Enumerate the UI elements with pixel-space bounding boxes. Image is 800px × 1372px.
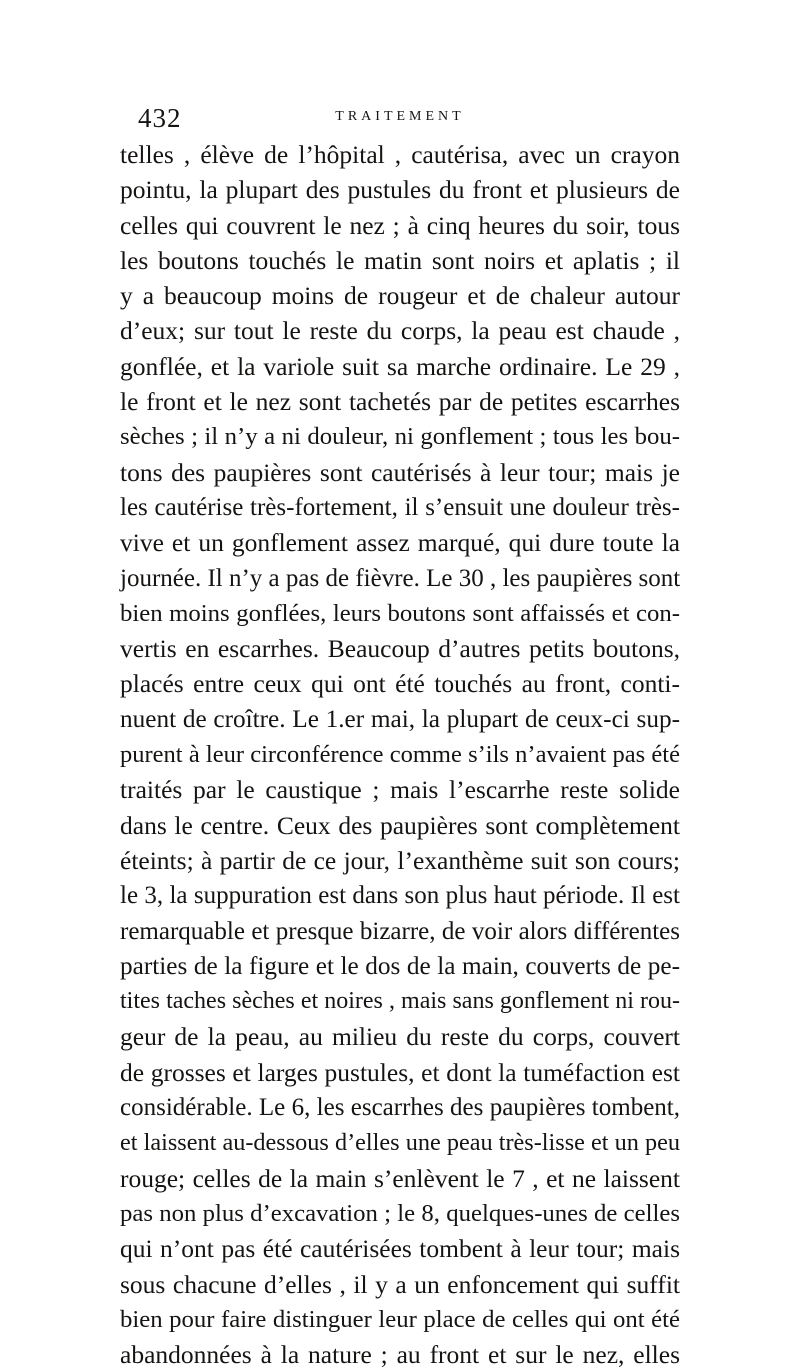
text-line: remarquable et presque bizarre, de voir alors différentes bbox=[120, 917, 680, 945]
text-line: rouge; celles de la main s’enlèvent le 7 , et ne laissent bbox=[120, 1163, 680, 1193]
text-line: journée. Il n’y a pas de fièvre. Le 30 , les paupières sont bbox=[120, 564, 681, 592]
text-line: pas non plus d’excavation ; le 8, quelques-unes de celles bbox=[120, 1199, 680, 1227]
text-line: placés entre ceux qui ont été touchés au front, conti- bbox=[120, 669, 680, 699]
text-line: gonflée, et la variole suit sa marche ordinaire. Le 29 , bbox=[120, 351, 680, 381]
text-line: y a beaucoup moins de rougeur et de chaleur autour bbox=[120, 281, 680, 311]
text-line: le front et le nez sont tachetés par de petites escarrhes bbox=[120, 387, 680, 417]
text-line: vertis en escarrhes. Beaucoup d’autres petits boutons, bbox=[120, 634, 680, 664]
page-header bbox=[120, 98, 680, 138]
text-line: sous chacune d’elles , il y a un enfoncement qui suffit bbox=[120, 1269, 680, 1299]
text-line: tites taches sèches et noires , mais sans gonflement ni rou- bbox=[120, 988, 680, 1015]
text-line: pointu, la plupart des pustules du front et plusieurs de bbox=[120, 175, 680, 205]
text-line: bien moins gonflées, leurs boutons sont affaissés et con- bbox=[120, 599, 680, 627]
text-line: les cautérise très-fortement, il s’ensuit une douleur très- bbox=[120, 493, 680, 521]
text-line: qui n’ont pas été cautérisées tombent à leur tour; mais bbox=[120, 1234, 680, 1264]
running-title: TRAITEMENT bbox=[335, 109, 465, 124]
text-line: les boutons touchés le matin sont noirs et aplatis ; il bbox=[120, 245, 680, 275]
text-line: d’eux; sur tout le reste du corps, la peau est chaude , bbox=[120, 316, 680, 346]
text-line: celles qui couvrent le nez ; à cinq heures du soir, tous bbox=[120, 210, 680, 240]
text-line: bien pour faire distinguer leur place de celles qui ont été bbox=[120, 1305, 680, 1333]
text-line: geur de la peau, au milieu du reste du corps, couvert bbox=[120, 1022, 680, 1052]
text-line: traités par le caustique ; mais l’escarrhe reste solide bbox=[120, 775, 680, 805]
text-line: tons des paupières sont cautérisés à leur tour; mais je bbox=[120, 457, 680, 487]
body-text bbox=[120, 137, 680, 1372]
text-line: vive et un gonflement assez marqué, qui dure toute la bbox=[120, 528, 680, 558]
text-line: considérable. Le 6, les escarrhes des paupières tombent, bbox=[120, 1094, 680, 1122]
text-line: parties de la figure et le dos de la main, couverts de pe- bbox=[120, 951, 680, 980]
text-line: dans le centre. Ceux des paupières sont complètement bbox=[120, 810, 680, 840]
text-line: nuent de croître. Le 1.er mai, la plupart de ceux-ci sup- bbox=[120, 704, 680, 733]
text-line: le 3, la suppuration est dans son plus haut période. Il est bbox=[120, 882, 680, 910]
page-number: 432 bbox=[138, 103, 182, 133]
text-line: sèches ; il n’y a ni douleur, ni gonflement ; tous les bou- bbox=[120, 423, 680, 451]
text-line: et laissent au-dessous d’elles une peau très-lisse et un peu bbox=[120, 1129, 680, 1157]
text-line: purent à leur circonférence comme s’ils n’avaient pas été bbox=[120, 741, 680, 769]
text-line: abandonnées à la nature ; au front et sur le nez, elles bbox=[120, 1340, 680, 1370]
text-line: de grosses et larges pustules, et dont la tuméfaction est bbox=[120, 1057, 680, 1087]
text-line: telles , élève de l’hôpital , cautérisa, avec un crayon bbox=[120, 140, 680, 169]
text-line: éteints; à partir de ce jour, l’exanthème suit son cours; bbox=[120, 845, 680, 875]
